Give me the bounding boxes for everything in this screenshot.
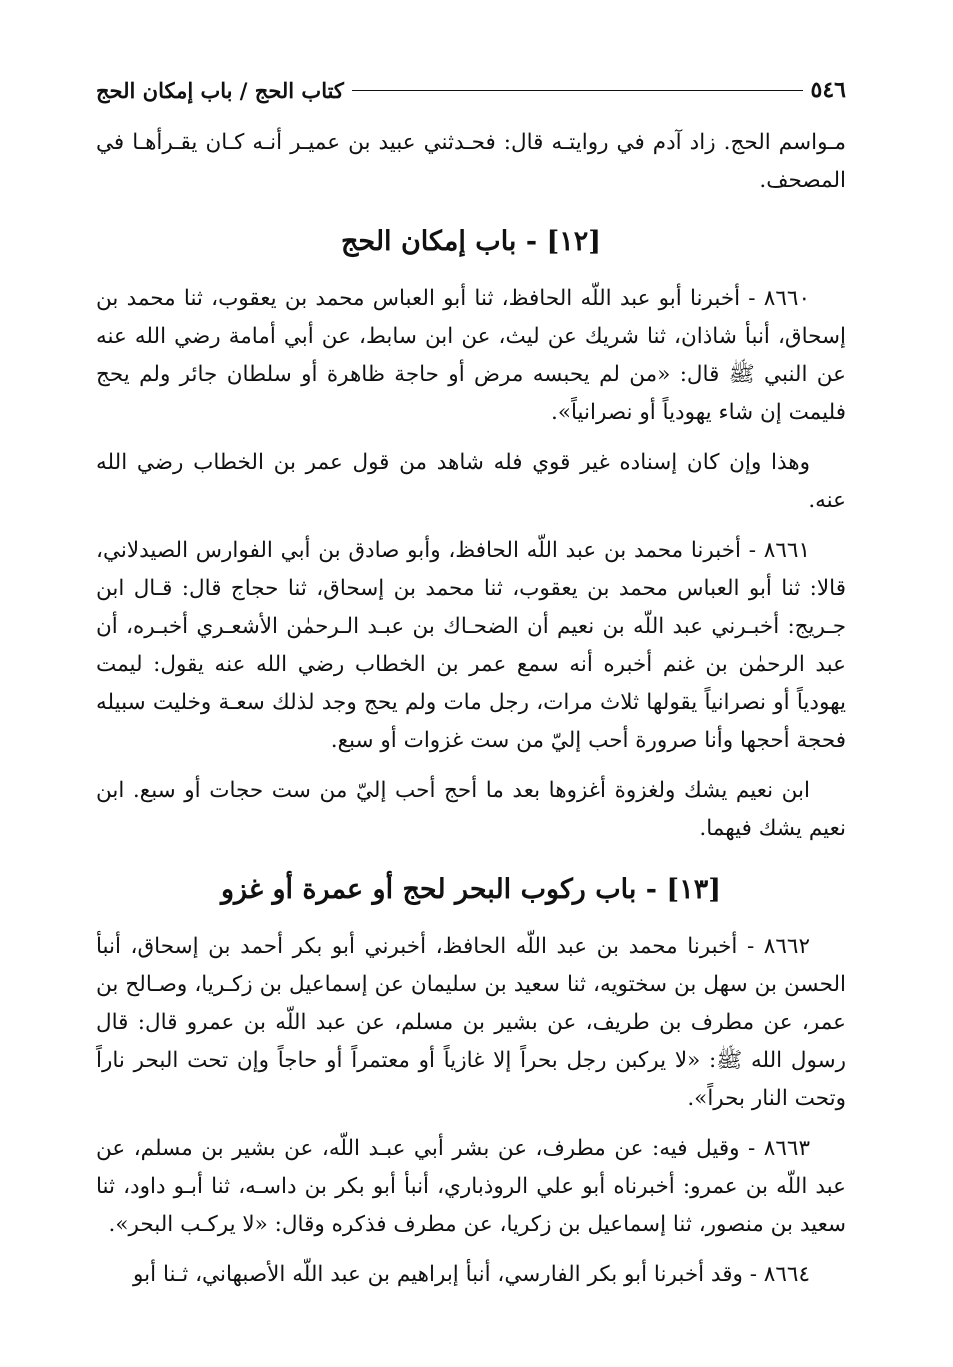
paragraph: ٨٦٦٠ - أخبرنا أبو عبد اللّه الحافظ، ثنا أبو العباس محمد بن يعقوب، ثنا محمد بن إسحاق، أنبأ شاذان، ثنا شريك عن ليث، عن ابن سابط، عن أبي أمامة رضي الله عنه عن النبي ﷺ قال: «من لم يحبسه مرض أو حاجة ظاهرة أو سلطان جائر ولم يحج فليمت إن شاء يهودياً أو نصرانياً». bbox=[96, 286, 846, 425]
paragraph-gap bbox=[96, 432, 846, 444]
chapter-heading: [١٣] - باب ركوب البحر لحج أو عمرة أو غزو bbox=[221, 874, 721, 905]
chapter-heading: [١٢] - باب إمكان الحج bbox=[340, 226, 602, 257]
page-body bbox=[96, 124, 846, 1294]
paragraph: ٨٦٦٤ - وقد أخبرنا أبو بكر الفارسي، أنبأ إبراهيم بن عبد اللّه الأصبهاني، ثـنا أبو bbox=[133, 1262, 810, 1287]
paragraph-gap bbox=[96, 520, 846, 532]
running-title: كتاب الحج / باب إمكان الحج bbox=[96, 77, 344, 103]
paragraph: مـواسم الحج. زاد آدم في روايتـه قال: فحـدثني عبيد بن عميـر أنـه كـان يقـرأهـا في المصحف. bbox=[96, 130, 846, 193]
paragraph: ابن نعيم يشك ولغزوة أغزوها بعد ما أحج أحب إليّ من ست حجات أو سبع. ابن نعيم يشك فيهما. bbox=[96, 778, 846, 841]
document-page bbox=[96, 70, 846, 1294]
paragraph: ٨٦٦٣ - وقيل فيه: عن مطرف، عن بشر أبي عبـد اللّه، عن بشير بن مسلم، عن عبد اللّه بن عمرو: أخبرناه أبو علي الروذباري، أنبأ أبو بكر بن داسـه، ثنا أبـو داود، ثنا سعيد بن منصور، ثنا إسماعيل بن زكريا، عن مطرف فذكره وقال: «لا يركـب البحر». bbox=[96, 1136, 846, 1237]
running-header bbox=[96, 70, 846, 110]
paragraph: ٨٦٦١ - أخبرنا محمد بن عبد اللّه الحافظ، وأبو صادق بن أبي الفوارس الصيدلاني، قالا: ثنا أبو العباس محمد بن يعقوب، ثنا محمد بن إسحاق، ثنا حجاج قال: قـال ابن جـريج: أخبـرني عبد اللّه بن نعيم أن الضحـاك بن عبـد الـرحمٰن الأشعـري أخبـره، أن عبد الرحمٰن بن غنم أخبره أنه سمع عمر بن الخطاب رضي الله عنه يقول: ليمت يهودياً أو نصرانياً يقولها ثلاث مرات، رجل مات ولم يحج وجد لذلك سعـة وخليت سبيله فحجة أحجها وأنا صرورة أحب إليّ من ست غزوات أو سبع. bbox=[96, 538, 846, 753]
paragraph-gap bbox=[96, 1244, 846, 1256]
header-rule bbox=[352, 90, 803, 91]
paragraph: وهذا وإن كان إسناده غير قوي فله شاهد من قول عمر بن الخطاب رضي الله عنه. bbox=[96, 450, 846, 513]
paragraph-gap bbox=[96, 760, 846, 772]
page-number: ٥٤٦ bbox=[810, 77, 846, 103]
paragraph: ٨٦٦٢ - أخبرنا محمد بن عبد اللّه الحافظ، أخبرني أبو بكر أحمد بن إسحاق، أنبأ الحسن بن سهل بن سختويه، ثنا سعيد بن سليمان عن إسماعيل بن زكـريا، وصـالح بن عمر، عن مطرف بن طريف، عن بشير بن مسلم، عن عبد اللّه بن عمرو قال: قال رسول الله ﷺ: «لا يركبن رجل بحراً إلا غازياً أو معتمراً أو حاجاً وإن تحت البحر ناراً وتحت النار بحراً». bbox=[96, 934, 846, 1111]
paragraph-gap bbox=[96, 1118, 846, 1130]
